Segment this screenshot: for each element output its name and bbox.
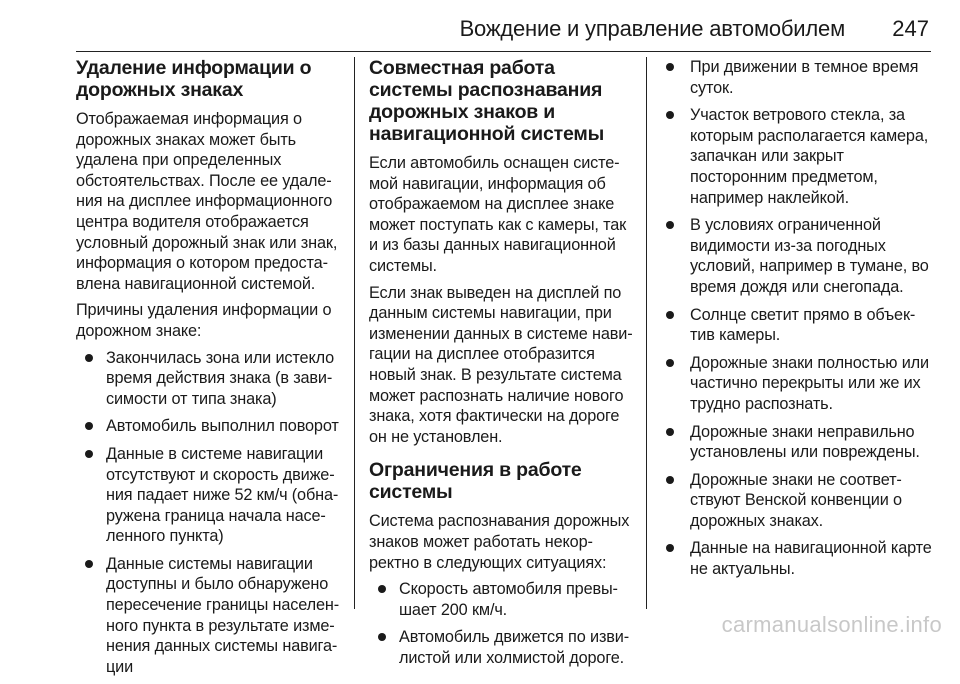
list-item (76, 416, 348, 437)
bullet-icon (666, 476, 674, 484)
list-item (662, 215, 934, 297)
section-heading-limitations: Ограничения в работе системы (369, 459, 582, 504)
list-item-text: Дорожные знаки неправильно установлены или повреждены. (690, 422, 920, 462)
list-item (369, 579, 633, 620)
column-divider-2 (646, 57, 647, 609)
bullet-icon (85, 422, 93, 430)
list-item (662, 470, 934, 532)
list-item-text: Автомобиль выполнил поворот (106, 417, 339, 436)
list-item-text: При движении в темное время суток. (690, 58, 919, 97)
column-divider-1 (354, 57, 355, 609)
paragraph: Если знак выведен на дисплей по данным системы навигации, при изменении данных в системе навигации на дисплее отобразится новый знак. В результате система может распознать наличие нового знака, хотя фактически на дороге он не установлен. (369, 283, 633, 446)
list-item-text: Участок ветрового стекла, за которым располагается камера, запачкан или закрыт посторонним предметом, например наклейкой. (690, 106, 929, 207)
list-item (662, 538, 934, 579)
list-item-text: Закончилась зона или истекло время действия знака (в зависимости от типа знака) (106, 348, 335, 408)
bullet-icon (85, 450, 93, 458)
section-heading-navigation: Совместная работа системы распознавания дорожных знаков и навигационной системы (369, 57, 605, 145)
bullet-icon (666, 221, 674, 229)
column-1 (76, 57, 348, 684)
page-title: Вождение и управление автомобилем (459, 16, 845, 41)
bullet-icon (378, 585, 386, 593)
bullet-icon (666, 63, 674, 71)
bullet-icon (85, 560, 93, 568)
section-heading-remove-info: Удаление информации о дорожных знаках (76, 57, 312, 101)
list-item-text: В условиях ограниченной видимости из-за погодных условий, например в тумане, во время дождя или снегопада. (690, 216, 929, 296)
list-item-text: Скорость автомобиля превышает 200 км/ч. (399, 580, 618, 619)
paragraph: Система распознавания дорожных знаков может работать некорректно в следующих ситуациях: (369, 512, 630, 572)
list-item-text: Автомобиль движется по извилистой или холмистой дороге. (399, 628, 630, 667)
bullet-icon (378, 633, 386, 641)
bullet-icon (666, 311, 674, 319)
list-item (76, 554, 348, 678)
paragraph: Если автомобиль оснащен системой навигации, информация об отображаемом на дисплее знаке может поступать как с камеры, так и из базы данных навигационной системы. (369, 154, 627, 275)
bullet-icon (666, 428, 674, 436)
list-item-text: Дорожные знаки полностью или частично перекрыты или же их трудно распознать. (690, 353, 929, 413)
bullet-icon (666, 111, 674, 119)
bullet-icon (85, 354, 93, 362)
paragraph: Отображаемая информация о дорожных знаках может быть удалена при определенных обстоятельствах. После ее удаления на дисплее информационного центра водителя отображается условный дорожный знак или знак, информация о котором предоставлена навигационной системой. (76, 110, 338, 293)
list-item (76, 444, 348, 547)
list-item (662, 105, 934, 208)
list-item-text: Данные в системе навигации отсутствуют и скорость движения падает ниже 52 км/ч (обнаружена граница начала населенного пункта) (106, 444, 339, 546)
paragraph: Причины удаления информации о дорожном знаке: (76, 301, 332, 340)
bullet-icon (666, 544, 674, 552)
list-item-text: Дорожные знаки не соответствуют Венской конвенции о дорожных знаках. (690, 470, 902, 530)
list-item (662, 353, 934, 415)
column-3 (662, 57, 934, 587)
list-item (369, 627, 633, 668)
page-header (76, 14, 931, 52)
column-2 (369, 57, 633, 675)
list-item (662, 57, 934, 98)
watermark: carmanualsonline.info (721, 612, 942, 637)
list-item-text: Данные на навигационной карте не актуальны. (690, 539, 932, 579)
bullet-list (662, 57, 934, 580)
list-item (662, 305, 934, 346)
list-item (662, 422, 934, 463)
list-item-text: Данные системы навигации доступны и было обнаружено пересечение границы населенного пункта в результате изменения данных системы навигации (106, 554, 340, 676)
bullet-icon (666, 359, 674, 367)
bullet-list (76, 348, 348, 678)
bullet-list (369, 579, 633, 668)
list-item-text: Солнце светит прямо в объектив камеры. (690, 305, 916, 345)
page-number: 247 (892, 16, 929, 41)
list-item (76, 348, 348, 410)
